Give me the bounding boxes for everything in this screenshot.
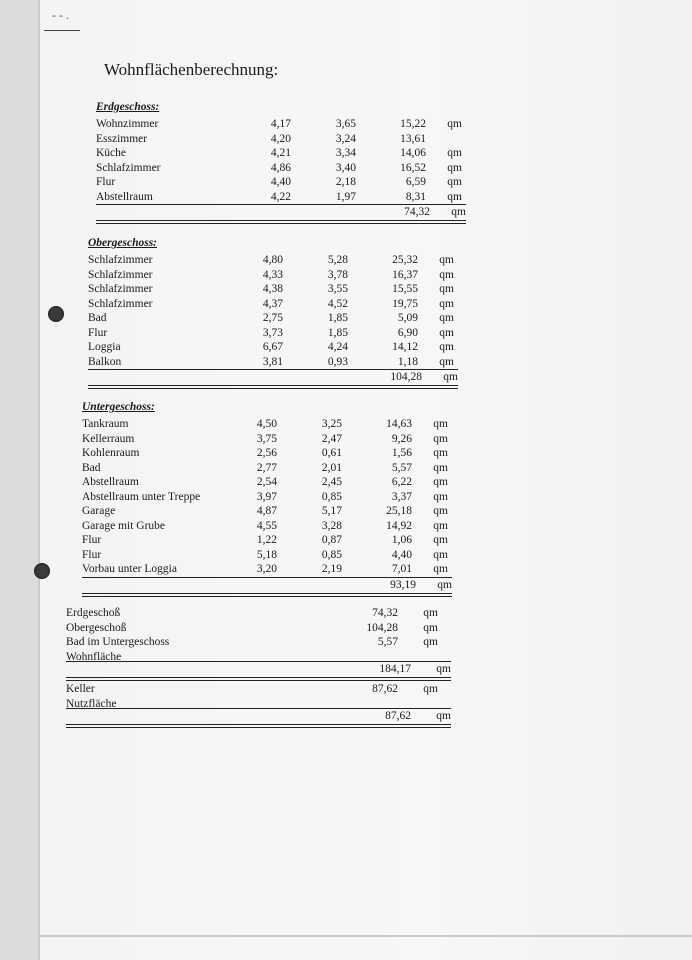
cell-name: Tankraum — [82, 418, 129, 431]
cell-name: Flur — [96, 176, 116, 189]
double-rule — [96, 220, 466, 224]
cell-u: qm — [423, 621, 438, 634]
unit: qm — [443, 371, 458, 384]
table-row — [96, 190, 466, 205]
cell-u: qm — [433, 447, 448, 460]
section-total: 93,19 — [390, 578, 416, 591]
cell-name: Flur — [88, 326, 108, 339]
total-row — [96, 205, 466, 220]
table-row — [82, 475, 452, 490]
unit: qm — [436, 710, 451, 722]
cell-u: qm — [433, 563, 448, 576]
section-obergeschoss — [88, 236, 458, 389]
double-rule — [66, 677, 451, 681]
cell-a: 1,22 — [256, 534, 277, 547]
table-row — [88, 253, 458, 268]
cell-name: Wohnzimmer — [96, 118, 159, 131]
cell-a: 5,18 — [256, 548, 277, 561]
cell-a: 3,20 — [256, 563, 277, 576]
cell-name: Schlafzimmer — [88, 254, 153, 267]
cell-b: 0,85 — [321, 490, 342, 503]
cell-a: 4,87 — [256, 505, 277, 518]
cell-b: 2,19 — [321, 563, 342, 576]
cell-a: 6,67 — [262, 341, 283, 354]
cell-u: qm — [433, 461, 448, 474]
table-row — [96, 175, 466, 190]
cell-c: 8,31 — [405, 190, 426, 203]
cell-c: 74,32 — [372, 607, 398, 619]
double-rule — [66, 724, 451, 728]
cell-name: Abstellraum — [82, 476, 139, 489]
cell-c: 15,55 — [392, 283, 418, 296]
cell-c: 25,18 — [386, 505, 412, 518]
cell-name: Garage — [82, 505, 116, 518]
keller-value: 87,62 — [372, 683, 398, 695]
table-row — [82, 562, 452, 577]
cell-b: 1,97 — [335, 190, 356, 203]
cell-c: 14,92 — [386, 519, 412, 532]
table-row — [96, 132, 466, 147]
cell-u: qm — [447, 176, 462, 189]
cell-u: qm — [439, 341, 454, 354]
cell-c: 16,37 — [392, 268, 418, 281]
table-row — [66, 635, 451, 650]
table-row — [96, 146, 466, 161]
table-row — [88, 340, 458, 355]
cell-u: qm — [433, 432, 448, 445]
punch-hole-top — [48, 306, 64, 322]
cell-b: 1,85 — [327, 312, 348, 325]
summary-wohnflaeche — [66, 606, 451, 681]
cell-b: 3,78 — [327, 268, 348, 281]
cell-c: 25,32 — [392, 254, 418, 267]
cell-a: 2,77 — [256, 461, 277, 474]
cell-name: Schlafzimmer — [88, 268, 153, 281]
cell-b: 3,34 — [335, 147, 356, 160]
cell-u: qm — [433, 418, 448, 431]
cell-b: 2,01 — [321, 461, 342, 474]
section-heading: Obergeschoss: — [88, 237, 157, 249]
cell-c: 5,57 — [391, 461, 412, 474]
cell-name: Abstellraum unter Treppe — [82, 490, 201, 503]
cell-a: 4,33 — [262, 268, 283, 281]
margin-line — [44, 30, 80, 31]
cell-c: 9,26 — [391, 432, 412, 445]
section-heading: Erdgeschoss: — [96, 101, 160, 113]
unit: qm — [423, 683, 438, 695]
cell-a: 4,50 — [256, 418, 277, 431]
wohnflaeche-label: Wohnfläche — [66, 650, 122, 663]
section-total: 104,28 — [390, 371, 422, 384]
cell-b: 4,24 — [327, 341, 348, 354]
cell-c: 6,22 — [391, 476, 412, 489]
cell-b: 3,25 — [321, 418, 342, 431]
cell-a: 4,22 — [270, 190, 291, 203]
summary-nutzflaeche — [66, 682, 451, 728]
cell-b: 1,85 — [327, 326, 348, 339]
cell-u: qm — [433, 490, 448, 503]
cell-name: Kellerraum — [82, 432, 135, 445]
cell-u: qm — [439, 312, 454, 325]
scribble-mark: ‐ ‐ . — [52, 8, 69, 22]
unit: qm — [437, 578, 452, 591]
cell-a: 2,56 — [256, 447, 277, 460]
cell-name: Schlafzimmer — [88, 283, 153, 296]
cell-c: 14,12 — [392, 341, 418, 354]
cell-name: Abstellraum — [96, 190, 153, 203]
cell-name: Schlafzimmer — [96, 161, 161, 174]
table-row — [88, 326, 458, 341]
table-row — [88, 282, 458, 297]
table-row — [82, 533, 452, 548]
cell-b: 0,87 — [321, 534, 342, 547]
cell-c: 5,09 — [397, 312, 418, 325]
total-row — [66, 662, 451, 677]
cell-b: 3,24 — [335, 132, 356, 145]
cell-c: 4,40 — [391, 548, 412, 561]
cell-a: 4,37 — [262, 297, 283, 310]
keller-row — [66, 682, 451, 697]
table-row — [82, 417, 452, 432]
table-row — [66, 621, 451, 636]
total-row — [82, 578, 452, 593]
cell-c: 1,18 — [397, 355, 418, 368]
cell-b: 0,61 — [321, 447, 342, 460]
cell-u: qm — [439, 283, 454, 296]
cell-u: qm — [439, 254, 454, 267]
cell-u: qm — [433, 505, 448, 518]
cell-b: 3,55 — [327, 283, 348, 296]
total-row — [66, 709, 451, 724]
cell-b: 2,47 — [321, 432, 342, 445]
cell-c: 13,61 — [400, 132, 426, 145]
cell-u: qm — [447, 161, 462, 174]
cell-a: 3,81 — [262, 355, 283, 368]
table-row — [96, 117, 466, 132]
room-list — [88, 253, 458, 369]
cell-u: qm — [439, 297, 454, 310]
room-list — [96, 117, 466, 204]
table-row — [88, 311, 458, 326]
cell-u: qm — [433, 519, 448, 532]
cell-a: 4,86 — [270, 161, 291, 174]
wohnflaeche-total: 184,17 — [379, 663, 411, 675]
cell-b: 3,40 — [335, 161, 356, 174]
cell-c: 6,90 — [397, 326, 418, 339]
cell-a: 4,40 — [270, 176, 291, 189]
cell-name: Vorbau unter Loggia — [82, 563, 177, 576]
double-rule — [88, 385, 458, 389]
cell-name: Schlafzimmer — [88, 297, 153, 310]
cell-b: 2,18 — [335, 176, 356, 189]
cell-b: 2,45 — [321, 476, 342, 489]
cell-name: Bad — [88, 312, 107, 325]
cell-u: qm — [433, 534, 448, 547]
unit: qm — [436, 663, 451, 675]
section-erdgeschoss — [96, 100, 466, 224]
cell-c: 6,59 — [405, 176, 426, 189]
table-row — [96, 161, 466, 176]
cell-name: Bad im Untergeschoss — [66, 636, 170, 648]
cell-b: 4,52 — [327, 297, 348, 310]
cell-c: 16,52 — [400, 161, 426, 174]
cell-u: qm — [439, 355, 454, 368]
cell-a: 4,80 — [262, 254, 283, 267]
cell-name: Balkon — [88, 355, 122, 368]
cell-name: Küche — [96, 147, 127, 160]
nutzflaeche-label: Nutzfläche — [66, 697, 117, 710]
cell-u: qm — [433, 548, 448, 561]
cell-a: 3,73 — [262, 326, 283, 339]
cell-name: Garage mit Grube — [82, 519, 166, 532]
cell-b: 0,85 — [321, 548, 342, 561]
cell-u: qm — [447, 118, 462, 131]
table-row — [82, 519, 452, 534]
room-list — [82, 417, 452, 577]
cell-c: 14,63 — [386, 418, 412, 431]
table-row — [82, 490, 452, 505]
punch-hole-bottom — [34, 563, 50, 579]
cell-a: 4,21 — [270, 147, 291, 160]
cell-c: 7,01 — [391, 563, 412, 576]
unit: qm — [451, 206, 466, 219]
cell-c: 15,22 — [400, 118, 426, 131]
table-row — [82, 548, 452, 563]
table-row — [82, 446, 452, 461]
cell-c: 104,28 — [366, 621, 398, 634]
cell-a: 4,20 — [270, 132, 291, 145]
desk-background — [0, 0, 40, 960]
cell-u — [426, 132, 462, 147]
summary-list — [66, 606, 451, 650]
cell-a: 4,17 — [270, 118, 291, 131]
cell-u: qm — [433, 476, 448, 489]
table-row — [66, 606, 451, 621]
section-heading: Untergeschoss: — [82, 401, 155, 413]
cell-b: 3,65 — [335, 118, 356, 131]
cell-u: qm — [447, 190, 462, 203]
cell-b: 3,28 — [321, 519, 342, 532]
table-row — [88, 268, 458, 283]
cell-c: 14,06 — [400, 147, 426, 160]
cell-name: Flur — [82, 548, 102, 561]
table-row — [82, 432, 452, 447]
cell-name: Erdgeschoß — [66, 607, 121, 619]
cell-a: 3,75 — [256, 432, 277, 445]
cell-name: Flur — [82, 534, 102, 547]
cell-name: Loggia — [88, 341, 121, 354]
double-rule — [82, 593, 452, 597]
keller-label: Keller — [66, 683, 95, 695]
page-title: Wohnflächenberechnung: — [104, 60, 279, 79]
cell-b: 5,17 — [321, 505, 342, 518]
cell-a: 2,75 — [262, 312, 283, 325]
cell-c: 19,75 — [392, 297, 418, 310]
cell-u: qm — [423, 607, 438, 619]
cell-name: Bad — [82, 461, 101, 474]
page-edge — [40, 935, 692, 937]
total-row — [88, 370, 458, 385]
table-row — [88, 297, 458, 312]
cell-u: qm — [447, 147, 462, 160]
cell-b: 5,28 — [327, 254, 348, 267]
cell-name: Esszimmer — [96, 132, 148, 145]
section-total: 74,32 — [404, 206, 430, 219]
nutzflaeche-total: 87,62 — [385, 710, 411, 722]
table-row — [82, 461, 452, 476]
cell-a: 4,55 — [256, 519, 277, 532]
cell-u: qm — [423, 636, 438, 648]
cell-c: 3,37 — [391, 490, 412, 503]
section-untergeschoss — [82, 400, 452, 597]
table-row — [88, 355, 458, 370]
cell-a: 4,38 — [262, 283, 283, 296]
cell-u: qm — [439, 326, 454, 339]
cell-name: Kohlenraum — [82, 447, 140, 460]
cell-a: 2,54 — [256, 476, 277, 489]
cell-a: 3,97 — [256, 490, 277, 503]
cell-u: qm — [439, 268, 454, 281]
cell-c: 5,57 — [377, 636, 398, 648]
cell-name: Obergeschoß — [66, 621, 127, 634]
cell-b: 0,93 — [327, 355, 348, 368]
cell-c: 1,06 — [391, 534, 412, 547]
cell-c: 1,56 — [391, 447, 412, 460]
table-row — [82, 504, 452, 519]
